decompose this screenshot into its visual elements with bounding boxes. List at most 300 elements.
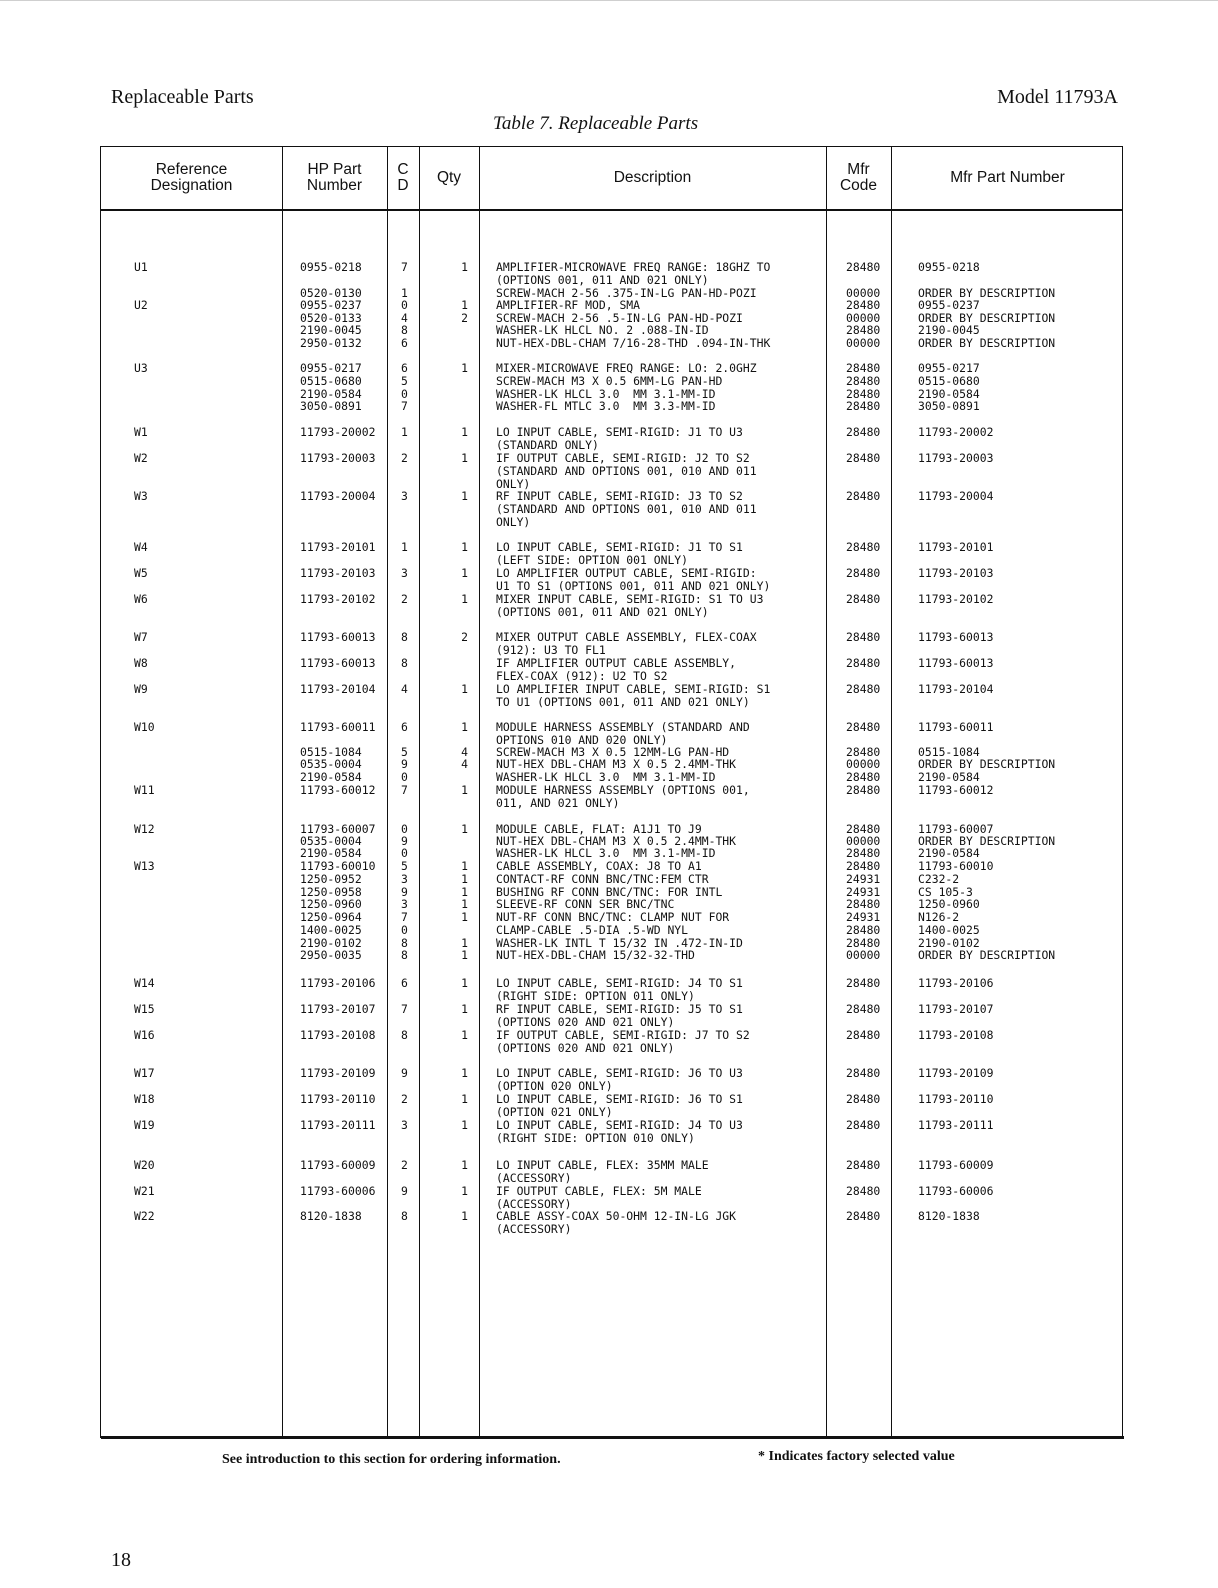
page-number: 18	[111, 1549, 131, 1571]
ref-designation-cell: W3	[134, 489, 148, 503]
qty-cell: 1	[461, 1184, 468, 1198]
cd-digit-cell: 0	[401, 846, 408, 860]
mfr-code-cell: 00000	[846, 948, 881, 962]
cd-digit-cell: 9	[401, 834, 408, 848]
hp-part-number-cell: 11793-20108	[300, 1028, 376, 1042]
column-header-description: Description	[613, 169, 692, 186]
description-cell: WASHER-LK HLCL 3.0 MM 3.1-MM-ID	[496, 387, 716, 401]
cd-digit-cell: 8	[401, 630, 408, 644]
description-cell: LO INPUT CABLE, SEMI-RIGID: J6 TO U3 (OPTION 020 ONLY)	[496, 1066, 743, 1093]
mfr-code-cell: 28480	[846, 720, 881, 734]
ref-designation-cell: W15	[134, 1002, 155, 1016]
mfr-code-cell: 28480	[846, 682, 881, 696]
mfr-part-number-cell: 2190-0584	[918, 846, 980, 860]
hp-part-number-cell: 11793-20110	[300, 1092, 376, 1106]
mfr-code-cell: 28480	[846, 540, 881, 554]
description-cell: IF AMPLIFIER OUTPUT CABLE ASSEMBLY, FLEX-COAX (912): U2 TO S2	[496, 656, 737, 683]
description-cell: LO AMPLIFIER OUTPUT CABLE, SEMI-RIGID: U1 TO S1 (OPTIONS 001, 011 AND 021 ONLY)	[496, 566, 771, 593]
cd-digit-cell: 8	[401, 323, 408, 337]
description-cell: AMPLIFIER-MICROWAVE FREQ RANGE: 18GHZ TO (OPTIONS 001, 011 AND 021 ONLY)	[496, 260, 771, 287]
factory-selected-footnote: * Indicates factory selected value	[758, 1449, 955, 1464]
hp-part-number-cell: 1250-0952	[300, 872, 362, 886]
cd-digit-cell: 8	[401, 948, 408, 962]
mfr-part-number-cell: ORDER BY DESCRIPTION	[918, 336, 1056, 350]
ref-designation-cell: W9	[134, 682, 148, 696]
table-bottom-rule	[101, 1436, 1124, 1439]
description-cell: NUT-RF CONN BNC/TNC: CLAMP NUT FOR	[496, 910, 730, 924]
cd-digit-cell: 6	[401, 336, 408, 350]
hp-part-number-cell: 11793-60013	[300, 630, 376, 644]
ref-designation-cell: U2	[134, 298, 148, 312]
cd-digit-cell: 6	[401, 361, 408, 375]
hp-part-number-cell: 11793-20104	[300, 682, 376, 696]
column-divider	[387, 147, 388, 1437]
qty-cell: 1	[461, 1118, 468, 1132]
mfr-part-number-cell: ORDER BY DESCRIPTION	[918, 286, 1056, 300]
mfr-code-cell: 28480	[846, 859, 881, 873]
mfr-code-cell: 00000	[846, 336, 881, 350]
qty-cell: 1	[461, 783, 468, 797]
hp-part-number-cell: 0955-0217	[300, 361, 362, 375]
ref-designation-cell: W20	[134, 1158, 155, 1172]
description-cell: CABLE ASSY-COAX 50-OHM 12-IN-LG JGK (ACCESSORY)	[496, 1209, 737, 1236]
mfr-part-number-cell: ORDER BY DESCRIPTION	[918, 757, 1056, 771]
mfr-part-number-cell: N126-2	[918, 910, 960, 924]
hp-part-number-cell: 11793-20107	[300, 1002, 376, 1016]
hp-part-number-cell: 11793-60007	[300, 822, 376, 836]
description-cell: MIXER OUTPUT CABLE ASSEMBLY, FLEX-COAX (912): U3 TO FL1	[496, 630, 757, 657]
mfr-code-cell: 00000	[846, 286, 881, 300]
mfr-part-number-cell: 0955-0237	[918, 298, 980, 312]
hp-part-number-cell: 2190-0584	[300, 387, 362, 401]
top-rule	[0, 0, 1218, 1]
mfr-part-number-cell: 1250-0960	[918, 897, 980, 911]
qty-cell: 1	[461, 1002, 468, 1016]
cd-digit-cell: 5	[401, 745, 408, 759]
hp-part-number-cell: 11793-60009	[300, 1158, 376, 1172]
description-cell: LO INPUT CABLE, SEMI-RIGID: J4 TO S1 (RIGHT SIDE: OPTION 011 ONLY)	[496, 976, 743, 1003]
ordering-footnote: See introduction to this section for ordering information.	[222, 1452, 561, 1467]
cd-digit-cell: 3	[401, 1118, 408, 1132]
cd-digit-cell: 9	[401, 757, 408, 771]
cd-digit-cell: 3	[401, 489, 408, 503]
mfr-part-number-cell: 11793-20111	[918, 1118, 994, 1132]
mfr-code-cell: 28480	[846, 1209, 881, 1223]
mfr-part-number-cell: 11793-20003	[918, 451, 994, 465]
description-cell: SCREW-MACH M3 X 0.5 6MM-LG PAN-HD	[496, 374, 723, 388]
qty-cell: 1	[461, 885, 468, 899]
mfr-part-number-cell: 11793-60007	[918, 822, 994, 836]
mfr-part-number-cell: 11793-20102	[918, 592, 994, 606]
mfr-part-number-cell: ORDER BY DESCRIPTION	[918, 311, 1056, 325]
hp-part-number-cell: 2190-0045	[300, 323, 362, 337]
column-divider	[891, 147, 892, 1437]
description-cell: MIXER-MICROWAVE FREQ RANGE: LO: 2.0GHZ	[496, 361, 757, 375]
description-cell: NUT-HEX DBL-CHAM M3 X 0.5 2.4MM-THK	[496, 757, 737, 771]
mfr-code-cell: 28480	[846, 976, 881, 990]
cd-digit-cell: 3	[401, 566, 408, 580]
ref-designation-cell: W10	[134, 720, 155, 734]
description-cell: RF INPUT CABLE, SEMI-RIGID: J5 TO S1 (OPTIONS 020 AND 021 ONLY)	[496, 1002, 743, 1029]
mfr-part-number-cell: 11793-60009	[918, 1158, 994, 1172]
description-cell: NUT-HEX-DBL-CHAM 15/32-32-THD	[496, 948, 695, 962]
cd-digit-cell: 2	[401, 592, 408, 606]
cd-digit-cell: 0	[401, 298, 408, 312]
hp-part-number-cell: 1250-0960	[300, 897, 362, 911]
mfr-part-number-cell: CS 105-3	[918, 885, 973, 899]
qty-cell: 4	[461, 745, 468, 759]
mfr-part-number-cell: ORDER BY DESCRIPTION	[918, 834, 1056, 848]
cd-digit-cell: 0	[401, 923, 408, 937]
ref-designation-cell: W1	[134, 425, 148, 439]
qty-cell: 1	[461, 540, 468, 554]
hp-part-number-cell: 11793-20109	[300, 1066, 376, 1080]
mfr-part-number-cell: 0955-0217	[918, 361, 980, 375]
description-cell: SCREW-MACH M3 X 0.5 12MM-LG PAN-HD	[496, 745, 730, 759]
qty-cell: 1	[461, 1066, 468, 1080]
parts-table	[100, 146, 1123, 1438]
mfr-part-number-cell: 11793-60012	[918, 783, 994, 797]
mfr-code-cell: 28480	[846, 846, 881, 860]
cd-digit-cell: 9	[401, 1184, 408, 1198]
ref-designation-cell: W2	[134, 451, 148, 465]
mfr-part-number-cell: 11793-20103	[918, 566, 994, 580]
qty-cell: 1	[461, 1028, 468, 1042]
hp-part-number-cell: 0515-1084	[300, 745, 362, 759]
description-cell: CABLE ASSEMBLY, COAX: J8 TO A1	[496, 859, 702, 873]
mfr-code-cell: 00000	[846, 311, 881, 325]
hp-part-number-cell: 2190-0584	[300, 770, 362, 784]
mfr-code-cell: 24931	[846, 910, 881, 924]
mfr-code-cell: 28480	[846, 936, 881, 950]
description-cell: LO INPUT CABLE, FLEX: 35MM MALE (ACCESSORY)	[496, 1158, 709, 1185]
ref-designation-cell: W6	[134, 592, 148, 606]
qty-cell: 1	[461, 948, 468, 962]
hp-part-number-cell: 0955-0218	[300, 260, 362, 274]
qty-cell: 1	[461, 425, 468, 439]
qty-cell: 1	[461, 936, 468, 950]
mfr-part-number-cell: 2190-0584	[918, 770, 980, 784]
mfr-part-number-cell: 11793-20107	[918, 1002, 994, 1016]
ref-designation-cell: W12	[134, 822, 155, 836]
cd-digit-cell: 4	[401, 682, 408, 696]
description-cell: MIXER INPUT CABLE, SEMI-RIGID: S1 TO U3 (OPTIONS 001, 011 AND 021 ONLY)	[496, 592, 764, 619]
description-cell: NUT-HEX-DBL-CHAM 7/16-28-THD .094-IN-THK	[496, 336, 771, 350]
qty-cell: 1	[461, 1158, 468, 1172]
hp-part-number-cell: 0535-0004	[300, 757, 362, 771]
cd-digit-cell: 7	[401, 910, 408, 924]
mfr-code-cell: 28480	[846, 1118, 881, 1132]
description-cell: MODULE HARNESS ASSEMBLY (STANDARD AND OPTIONS 010 AND 020 ONLY)	[496, 720, 750, 747]
mfr-part-number-cell: 11793-20106	[918, 976, 994, 990]
column-header-cd: C D	[397, 161, 409, 194]
description-cell: CONTACT-RF CONN BNC/TNC:FEM CTR	[496, 872, 709, 886]
cd-digit-cell: 4	[401, 311, 408, 325]
description-cell: IF OUTPUT CABLE, FLEX: 5M MALE (ACCESSORY)	[496, 1184, 702, 1211]
hp-part-number-cell: 8120-1838	[300, 1209, 362, 1223]
qty-cell: 4	[461, 757, 468, 771]
cd-digit-cell: 0	[401, 387, 408, 401]
column-header-qty: Qty	[436, 169, 462, 186]
mfr-part-number-cell: 11793-20002	[918, 425, 994, 439]
ref-designation-cell: U1	[134, 260, 148, 274]
description-cell: WASHER-FL MTLC 3.0 MM 3.3-MM-ID	[496, 399, 716, 413]
ref-designation-cell: W16	[134, 1028, 155, 1042]
qty-cell: 2	[461, 630, 468, 644]
description-cell: LO INPUT CABLE, SEMI-RIGID: J4 TO U3 (RIGHT SIDE: OPTION 010 ONLY)	[496, 1118, 743, 1145]
cd-digit-cell: 7	[401, 260, 408, 274]
description-cell: LO INPUT CABLE, SEMI-RIGID: J1 TO S1 (LEFT SIDE: OPTION 001 ONLY)	[496, 540, 743, 567]
hp-part-number-cell: 11793-20002	[300, 425, 376, 439]
mfr-part-number-cell: 2190-0045	[918, 323, 980, 337]
description-cell: LO INPUT CABLE, SEMI-RIGID: J6 TO S1 (OPTION 021 ONLY)	[496, 1092, 743, 1119]
qty-cell: 1	[461, 872, 468, 886]
model-label: Model 11793A	[997, 86, 1118, 108]
cd-digit-cell: 2	[401, 451, 408, 465]
description-cell: LO INPUT CABLE, SEMI-RIGID: J1 TO U3 (STANDARD ONLY)	[496, 425, 743, 452]
cd-digit-cell: 6	[401, 720, 408, 734]
mfr-code-cell: 28480	[846, 489, 881, 503]
mfr-code-cell: 28480	[846, 630, 881, 644]
qty-cell: 1	[461, 822, 468, 836]
hp-part-number-cell: 0520-0130	[300, 286, 362, 300]
description-cell: MODULE HARNESS ASSEMBLY (OPTIONS 001, 011, AND 021 ONLY)	[496, 783, 750, 810]
mfr-part-number-cell: 11793-20101	[918, 540, 994, 554]
mfr-code-cell: 28480	[846, 451, 881, 465]
ref-designation-cell: W7	[134, 630, 148, 644]
mfr-code-cell: 28480	[846, 923, 881, 937]
mfr-part-number-cell: ORDER BY DESCRIPTION	[918, 948, 1056, 962]
cd-digit-cell: 2	[401, 1158, 408, 1172]
qty-cell: 1	[461, 1209, 468, 1223]
description-cell: NUT-HEX DBL-CHAM M3 X 0.5 2.4MM-THK	[496, 834, 737, 848]
mfr-code-cell: 28480	[846, 374, 881, 388]
hp-part-number-cell: 11793-60011	[300, 720, 376, 734]
mfr-code-cell: 28480	[846, 1002, 881, 1016]
description-cell: WASHER-LK HLCL NO. 2 .088-IN-ID	[496, 323, 709, 337]
qty-cell: 1	[461, 976, 468, 990]
hp-part-number-cell: 11793-20004	[300, 489, 376, 503]
mfr-code-cell: 28480	[846, 1158, 881, 1172]
cd-digit-cell: 0	[401, 770, 408, 784]
cd-digit-cell: 6	[401, 976, 408, 990]
qty-cell: 1	[461, 361, 468, 375]
hp-part-number-cell: 11793-20111	[300, 1118, 376, 1132]
ref-designation-cell: W18	[134, 1092, 155, 1106]
mfr-code-cell: 28480	[846, 1092, 881, 1106]
hp-part-number-cell: 11793-60012	[300, 783, 376, 797]
mfr-part-number-cell: 11793-60013	[918, 630, 994, 644]
description-cell: SLEEVE-RF CONN SER BNC/TNC	[496, 897, 675, 911]
mfr-part-number-cell: 0515-1084	[918, 745, 980, 759]
mfr-code-cell: 28480	[846, 656, 881, 670]
ref-designation-cell: W14	[134, 976, 155, 990]
cd-digit-cell: 1	[401, 286, 408, 300]
hp-part-number-cell: 11793-60013	[300, 656, 376, 670]
description-cell: LO AMPLIFIER INPUT CABLE, SEMI-RIGID: S1 TO U1 (OPTIONS 001, 011 AND 021 ONLY)	[496, 682, 771, 709]
hp-part-number-cell: 2190-0102	[300, 936, 362, 950]
cd-digit-cell: 1	[401, 425, 408, 439]
hp-part-number-cell: 11793-60010	[300, 859, 376, 873]
ref-designation-cell: W5	[134, 566, 148, 580]
hp-part-number-cell: 2950-0035	[300, 948, 362, 962]
mfr-code-cell: 28480	[846, 260, 881, 274]
cd-digit-cell: 5	[401, 859, 408, 873]
description-cell: AMPLIFIER-RF MOD, SMA	[496, 298, 641, 312]
mfr-code-cell: 28480	[846, 298, 881, 312]
mfr-code-cell: 28480	[846, 783, 881, 797]
cd-digit-cell: 5	[401, 374, 408, 388]
column-divider	[826, 147, 827, 1437]
mfr-part-number-cell: 2190-0584	[918, 387, 980, 401]
mfr-code-cell: 00000	[846, 757, 881, 771]
ref-designation-cell: W13	[134, 859, 155, 873]
hp-part-number-cell: 1400-0025	[300, 923, 362, 937]
mfr-part-number-cell: 11793-20110	[918, 1092, 994, 1106]
ref-designation-cell: W4	[134, 540, 148, 554]
mfr-code-cell: 28480	[846, 1028, 881, 1042]
description-cell: IF OUTPUT CABLE, SEMI-RIGID: J7 TO S2 (OPTIONS 020 AND 021 ONLY)	[496, 1028, 750, 1055]
description-cell: BUSHING RF CONN BNC/TNC: FOR INTL	[496, 885, 723, 899]
cd-digit-cell: 8	[401, 1209, 408, 1223]
mfr-part-number-cell: 11793-20004	[918, 489, 994, 503]
cd-digit-cell: 8	[401, 1028, 408, 1042]
qty-cell: 1	[461, 859, 468, 873]
ref-designation-cell: W8	[134, 656, 148, 670]
mfr-code-cell: 28480	[846, 425, 881, 439]
mfr-part-number-cell: C232-2	[918, 872, 960, 886]
mfr-part-number-cell: 11793-20104	[918, 682, 994, 696]
qty-cell: 1	[461, 897, 468, 911]
cd-digit-cell: 9	[401, 1066, 408, 1080]
mfr-code-cell: 24931	[846, 885, 881, 899]
description-cell: MODULE CABLE, FLAT: A1J1 TO J9	[496, 822, 702, 836]
section-title: Replaceable Parts	[111, 86, 254, 108]
ref-designation-cell: W22	[134, 1209, 155, 1223]
hp-part-number-cell: 1250-0964	[300, 910, 362, 924]
mfr-part-number-cell: 0515-0680	[918, 374, 980, 388]
hp-part-number-cell: 11793-60006	[300, 1184, 376, 1198]
mfr-code-cell: 24931	[846, 872, 881, 886]
mfr-code-cell: 00000	[846, 834, 881, 848]
cd-digit-cell: 3	[401, 897, 408, 911]
hp-part-number-cell: 11793-20103	[300, 566, 376, 580]
mfr-code-cell: 28480	[846, 592, 881, 606]
mfr-part-number-cell: 3050-0891	[918, 399, 980, 413]
qty-cell: 1	[461, 720, 468, 734]
column-header-reference: Reference Designation	[150, 161, 233, 194]
mfr-code-cell: 28480	[846, 1184, 881, 1198]
mfr-part-number-cell: 0955-0218	[918, 260, 980, 274]
cd-digit-cell: 0	[401, 822, 408, 836]
hp-part-number-cell: 11793-20003	[300, 451, 376, 465]
qty-cell: 1	[461, 682, 468, 696]
table-title: Table 7. Replaceable Parts	[493, 113, 699, 134]
mfr-code-cell: 28480	[846, 897, 881, 911]
mfr-code-cell: 28480	[846, 361, 881, 375]
mfr-part-number-cell: 11793-60010	[918, 859, 994, 873]
mfr-part-number-cell: 11793-20108	[918, 1028, 994, 1042]
ref-designation-cell: W21	[134, 1184, 155, 1198]
hp-part-number-cell: 3050-0891	[300, 399, 362, 413]
hp-part-number-cell: 2950-0132	[300, 336, 362, 350]
qty-cell: 1	[461, 566, 468, 580]
cd-digit-cell: 7	[401, 399, 408, 413]
cd-digit-cell: 2	[401, 1092, 408, 1106]
ref-designation-cell: W17	[134, 1066, 155, 1080]
mfr-code-cell: 28480	[846, 323, 881, 337]
description-cell: SCREW-MACH 2-56 .375-IN-LG PAN-HD-POZI	[496, 286, 757, 300]
qty-cell: 1	[461, 592, 468, 606]
column-divider	[479, 147, 480, 1437]
mfr-code-cell: 28480	[846, 770, 881, 784]
qty-cell: 2	[461, 311, 468, 325]
mfr-code-cell: 28480	[846, 745, 881, 759]
qty-cell: 1	[461, 489, 468, 503]
description-cell: CLAMP-CABLE .5-DIA .5-WD NYL	[496, 923, 689, 937]
cd-digit-cell: 8	[401, 656, 408, 670]
column-divider	[419, 147, 420, 1437]
mfr-code-cell: 28480	[846, 1066, 881, 1080]
hp-part-number-cell: 2190-0584	[300, 846, 362, 860]
hp-part-number-cell: 11793-20106	[300, 976, 376, 990]
header-divider	[101, 209, 1122, 211]
description-cell: WASHER-LK INTL T 15/32 IN .472-IN-ID	[496, 936, 743, 950]
ref-designation-cell: W11	[134, 783, 155, 797]
ref-designation-cell: W19	[134, 1118, 155, 1132]
column-header-mfr-code: Mfr Code	[839, 161, 878, 194]
mfr-part-number-cell: 11793-60011	[918, 720, 994, 734]
mfr-part-number-cell: 11793-60006	[918, 1184, 994, 1198]
mfr-code-cell: 28480	[846, 566, 881, 580]
cd-digit-cell: 1	[401, 540, 408, 554]
qty-cell: 1	[461, 910, 468, 924]
hp-part-number-cell: 0955-0237	[300, 298, 362, 312]
description-cell: IF OUTPUT CABLE, SEMI-RIGID: J2 TO S2 (STANDARD AND OPTIONS 001, 010 AND 011 ONLY)	[496, 451, 757, 491]
column-header-mfr-part-number: Mfr Part Number	[950, 169, 1065, 186]
cd-digit-cell: 3	[401, 872, 408, 886]
mfr-part-number-cell: 1400-0025	[918, 923, 980, 937]
description-cell: WASHER-LK HLCL 3.0 MM 3.1-MM-ID	[496, 846, 716, 860]
hp-part-number-cell: 0520-0133	[300, 311, 362, 325]
cd-digit-cell: 7	[401, 1002, 408, 1016]
description-cell: SCREW-MACH 2-56 .5-IN-LG PAN-HD-POZI	[496, 311, 743, 325]
cd-digit-cell: 7	[401, 783, 408, 797]
mfr-part-number-cell: 11793-60013	[918, 656, 994, 670]
cd-digit-cell: 8	[401, 936, 408, 950]
hp-part-number-cell: 11793-20101	[300, 540, 376, 554]
cd-digit-cell: 9	[401, 885, 408, 899]
hp-part-number-cell: 11793-20102	[300, 592, 376, 606]
mfr-part-number-cell: 8120-1838	[918, 1209, 980, 1223]
hp-part-number-cell: 0515-0680	[300, 374, 362, 388]
mfr-part-number-cell: 2190-0102	[918, 936, 980, 950]
mfr-code-cell: 28480	[846, 387, 881, 401]
ref-designation-cell: U3	[134, 361, 148, 375]
mfr-code-cell: 28480	[846, 399, 881, 413]
column-divider	[282, 147, 283, 1437]
qty-cell: 1	[461, 260, 468, 274]
qty-cell: 1	[461, 1092, 468, 1106]
hp-part-number-cell: 0535-0004	[300, 834, 362, 848]
qty-cell: 1	[461, 298, 468, 312]
column-header-hp-part-number: HP Part Number	[306, 161, 363, 194]
description-cell: WASHER-LK HLCL 3.0 MM 3.1-MM-ID	[496, 770, 716, 784]
mfr-part-number-cell: 11793-20109	[918, 1066, 994, 1080]
mfr-code-cell: 28480	[846, 822, 881, 836]
hp-part-number-cell: 1250-0958	[300, 885, 362, 899]
description-cell: RF INPUT CABLE, SEMI-RIGID: J3 TO S2 (STANDARD AND OPTIONS 001, 010 AND 011 ONLY)	[496, 489, 757, 529]
